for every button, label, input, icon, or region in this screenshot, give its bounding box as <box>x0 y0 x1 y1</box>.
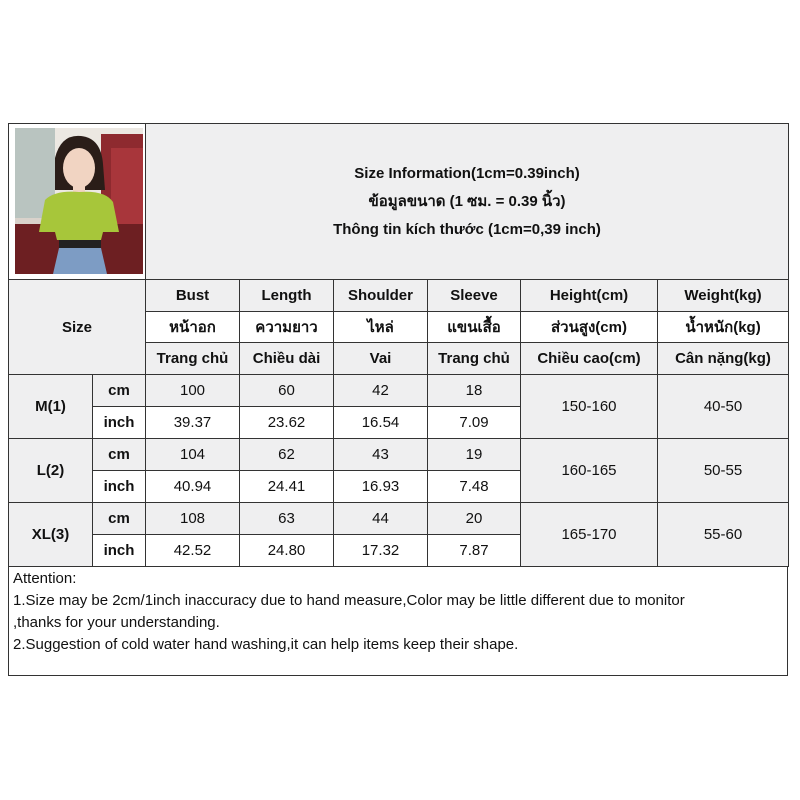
size-name-l: L(2) <box>9 439 93 503</box>
cell-l-bust-inch: 40.94 <box>146 471 240 503</box>
cell-l-bust-cm: 104 <box>146 439 240 471</box>
note-line-1-continued: ,thanks for your understanding. <box>13 614 220 631</box>
col-header-weight-th: น้ำหนัก(kg) <box>658 312 789 343</box>
unit-label-cm: cm <box>93 503 146 535</box>
cell-m-shoulder-cm: 42 <box>334 375 428 407</box>
model-photo-cell <box>9 124 146 280</box>
cell-xl-weight: 55-60 <box>658 503 789 567</box>
cell-m-sleeve-inch: 7.09 <box>428 407 521 439</box>
cell-l-shoulder-cm: 43 <box>334 439 428 471</box>
cell-m-height: 150-160 <box>521 375 658 439</box>
cell-l-sleeve-cm: 19 <box>428 439 521 471</box>
title-thai: ข้อมูลขนาด (1 ซม. = 0.39 นิ้ว) <box>368 192 566 210</box>
size-info-title <box>146 124 789 280</box>
cell-l-shoulder-inch: 16.93 <box>334 471 428 503</box>
cell-xl-bust-cm: 108 <box>146 503 240 535</box>
unit-label-inch: inch <box>93 535 146 567</box>
cell-l-sleeve-inch: 7.48 <box>428 471 521 503</box>
col-header-length-en: Length <box>240 280 334 312</box>
cell-m-shoulder-inch: 16.54 <box>334 407 428 439</box>
unit-label-cm: cm <box>93 375 146 407</box>
cell-xl-sleeve-inch: 7.87 <box>428 535 521 567</box>
col-header-weight-vi: Cân nặng(kg) <box>658 343 789 375</box>
size-heading: Size <box>9 280 146 375</box>
size-chart-table <box>8 123 789 567</box>
col-header-sleeve-vi: Trang chủ <box>428 343 521 375</box>
unit-label-inch: inch <box>93 471 146 503</box>
col-header-shoulder-en: Shoulder <box>334 280 428 312</box>
col-header-length-th: ความยาว <box>240 312 334 343</box>
title-english: Size Information(1cm=0.39inch) <box>354 164 580 182</box>
cell-m-bust-cm: 100 <box>146 375 240 407</box>
col-header-length-vi: Chiều dài <box>240 343 334 375</box>
cell-l-length-inch: 24.41 <box>240 471 334 503</box>
cell-xl-length-cm: 63 <box>240 503 334 535</box>
unit-label-cm: cm <box>93 439 146 471</box>
size-name-xl: XL(3) <box>9 503 93 567</box>
cell-m-length-cm: 60 <box>240 375 334 407</box>
col-header-shoulder-th: ไหล่ <box>334 312 428 343</box>
title-vietnamese: Thông tin kích thước (1cm=0,39 inch) <box>333 220 601 238</box>
cell-m-sleeve-cm: 18 <box>428 375 521 407</box>
unit-label-inch: inch <box>93 407 146 439</box>
col-header-height-th: ส่วนสูง(cm) <box>521 312 658 343</box>
cell-l-weight: 50-55 <box>658 439 789 503</box>
note-line-1: 1.Size may be 2cm/1inch inaccuracy due to hand measure,Color may be little different due to monitor <box>13 592 685 609</box>
size-name-m: M(1) <box>9 375 93 439</box>
col-header-bust-th: หน้าอก <box>146 312 240 343</box>
cell-m-bust-inch: 39.37 <box>146 407 240 439</box>
note-line-2: 2.Suggestion of cold water hand washing,it can help items keep their shape. <box>13 636 519 653</box>
cell-xl-sleeve-cm: 20 <box>428 503 521 535</box>
cell-xl-shoulder-inch: 17.32 <box>334 535 428 567</box>
cell-xl-shoulder-cm: 44 <box>334 503 428 535</box>
cell-xl-bust-inch: 42.52 <box>146 535 240 567</box>
col-header-bust-en: Bust <box>146 280 240 312</box>
attention-notes <box>8 566 788 676</box>
model-photo <box>15 128 143 274</box>
col-header-sleeve-th: แขนเสื้อ <box>428 312 521 343</box>
cell-xl-length-inch: 24.80 <box>240 535 334 567</box>
col-header-weight-en: Weight(kg) <box>658 280 789 312</box>
cell-xl-height: 165-170 <box>521 503 658 567</box>
cell-l-height: 160-165 <box>521 439 658 503</box>
col-header-sleeve-en: Sleeve <box>428 280 521 312</box>
cell-m-length-inch: 23.62 <box>240 407 334 439</box>
col-header-bust-vi: Trang chủ <box>146 343 240 375</box>
notes-heading: Attention: <box>13 570 77 587</box>
col-header-shoulder-vi: Vai <box>334 343 428 375</box>
col-header-height-en: Height(cm) <box>521 280 658 312</box>
cell-l-length-cm: 62 <box>240 439 334 471</box>
cell-m-weight: 40-50 <box>658 375 789 439</box>
col-header-height-vi: Chiều cao(cm) <box>521 343 658 375</box>
